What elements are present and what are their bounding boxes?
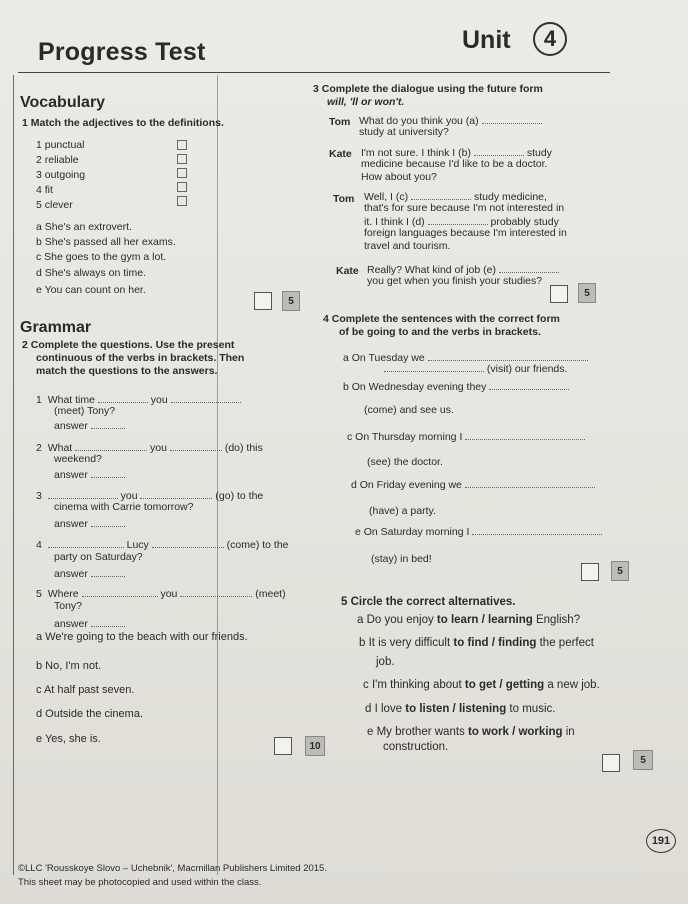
option-pair[interactable]: to listen / listening bbox=[405, 703, 507, 715]
ex5-item-b-cont: job. bbox=[376, 656, 395, 668]
copyright-line: ©LLC 'Rousskoye Slovo – Uchebnik', Macmillan Publishers Limited 2015. bbox=[18, 863, 327, 874]
score-total: 5 bbox=[282, 291, 300, 311]
ex4-item-c-cont: (see) the doctor. bbox=[367, 456, 443, 468]
ex1-item: 1 punctual bbox=[36, 139, 85, 151]
ex1-item: 2 reliable bbox=[36, 154, 79, 166]
ex4-item-d-cont: (have) a party. bbox=[369, 505, 436, 517]
ex4-item-b: b On Wednesday evening they bbox=[343, 379, 569, 394]
dialogue-line: Really? What kind of job (e) bbox=[367, 262, 559, 277]
ex4-item-a: a On Tuesday we bbox=[343, 350, 588, 365]
ex2-answer: d Outside the cinema. bbox=[36, 708, 144, 720]
question-2: 2 What you (do) this bbox=[36, 442, 263, 454]
section-heading-vocabulary: Vocabulary bbox=[20, 94, 106, 111]
ex4-instruction: 4 Complete the sentences with the correct form bbox=[323, 313, 560, 325]
dialogue-line: foreign languages because I'm interested in bbox=[364, 227, 567, 239]
unit-label: Unit bbox=[462, 26, 511, 54]
ex2-answer: b No, I'm not. bbox=[36, 660, 102, 672]
ex4-item-a-cont: (visit) our friends. bbox=[384, 361, 567, 376]
question-4: 4 Lucy (come) to the bbox=[36, 539, 289, 551]
option-pair[interactable]: to learn / learning bbox=[436, 614, 533, 626]
option-pair[interactable]: to get / getting bbox=[464, 679, 545, 691]
ex1-item: 4 fit bbox=[36, 184, 53, 196]
answer-line[interactable]: answer bbox=[54, 418, 125, 433]
ex2-instruction: match the questions to the answers. bbox=[36, 365, 218, 377]
score-total: 5 bbox=[578, 283, 596, 303]
photocopy-note: This sheet may be photocopied and used within the class. bbox=[18, 877, 262, 888]
dialogue-line: you get when you finish your studies? bbox=[367, 275, 543, 287]
dialogue-line: study at university? bbox=[359, 126, 449, 138]
score-total: 10 bbox=[305, 736, 325, 756]
score-box[interactable] bbox=[602, 754, 620, 772]
ex4-item-e-cont: (stay) in bed! bbox=[371, 553, 432, 565]
dialogue-line: What do you think you (a) bbox=[359, 113, 542, 128]
ex4-item-e: e On Saturday morning I bbox=[355, 524, 602, 539]
ex3-instruction: will, 'll or won't. bbox=[327, 96, 405, 108]
answer-checkbox[interactable] bbox=[177, 140, 187, 150]
ex2-answer: a We're going to the beach with our friends. bbox=[36, 631, 248, 643]
section-heading-grammar: Grammar bbox=[20, 319, 92, 336]
score-box[interactable] bbox=[581, 563, 599, 581]
speaker-tom: Tom bbox=[333, 193, 355, 205]
question-2-cont: weekend? bbox=[54, 453, 102, 465]
ex5-item-e: e My brother wants to work / working in bbox=[367, 726, 575, 738]
option-pair[interactable]: to work / working bbox=[467, 726, 563, 738]
ex5-item-c: c I'm thinking about to get / getting a new job. bbox=[363, 679, 600, 691]
ex5-instruction: 5 Circle the correct alternatives. bbox=[341, 596, 516, 608]
ex4-instruction: of be going to and the verbs in brackets. bbox=[339, 326, 541, 338]
score-box[interactable] bbox=[550, 285, 568, 303]
question-5-cont: Tony? bbox=[54, 600, 83, 612]
ex1-definition: d She's always on time. bbox=[36, 267, 146, 279]
header-rule bbox=[18, 72, 610, 73]
unit-number-badge: 4 bbox=[533, 22, 567, 56]
ex2-answer: c At half past seven. bbox=[36, 684, 135, 696]
ex4-item-d: d On Friday evening we bbox=[351, 477, 595, 492]
center-fold-line bbox=[217, 75, 218, 875]
ex5-item-d: d I love to listen / listening to music. bbox=[365, 703, 556, 715]
answer-line[interactable]: answer bbox=[54, 467, 125, 482]
answer-checkbox[interactable] bbox=[177, 196, 187, 206]
dialogue-line: How about you? bbox=[361, 171, 437, 183]
speaker-kate: Kate bbox=[329, 148, 352, 160]
question-5: 5 Where you (meet) bbox=[36, 588, 286, 600]
ex1-definition: e You can count on her. bbox=[36, 284, 146, 296]
dialogue-line: I'm not sure. I think I (b) study bbox=[361, 147, 552, 159]
speaker-tom: Tom bbox=[329, 116, 351, 128]
ex1-definition: a She's an extrovert. bbox=[36, 221, 132, 233]
question-1-cont: (meet) Tony? bbox=[54, 405, 116, 417]
ex2-instruction: continuous of the verbs in brackets. Then bbox=[36, 352, 245, 364]
dialogue-line: travel and tourism. bbox=[364, 240, 451, 252]
dialogue-line: it. I think I (d) probably study bbox=[364, 216, 559, 228]
dialogue-line: that's for sure because I'm not interested in bbox=[364, 202, 565, 214]
dialogue-line: medicine because I'd like to be a doctor. bbox=[361, 158, 548, 170]
ex5-item-e-cont: construction. bbox=[383, 741, 449, 753]
answer-checkbox[interactable] bbox=[177, 168, 187, 178]
answer-checkbox[interactable] bbox=[177, 154, 187, 164]
ex4-item-b-cont: (come) and see us. bbox=[364, 404, 454, 416]
ex4-item-c: c On Thursday morning I bbox=[347, 429, 585, 444]
question-3-cont: cinema with Carrie tomorrow? bbox=[54, 501, 194, 513]
score-total: 5 bbox=[611, 561, 629, 581]
score-total: 5 bbox=[633, 750, 653, 770]
answer-line[interactable]: answer bbox=[54, 566, 125, 581]
page-title: Progress Test bbox=[38, 38, 206, 66]
answer-line[interactable]: answer bbox=[54, 616, 125, 631]
ex5-item-b: b It is very difficult to find / finding the perfect bbox=[359, 637, 594, 649]
option-pair[interactable]: to find / finding bbox=[453, 637, 537, 649]
ex2-instruction: 2 Complete the questions. Use the present bbox=[22, 339, 235, 351]
ex1-item: 5 clever bbox=[36, 199, 73, 211]
question-3: 3 you (go) to the bbox=[36, 490, 264, 502]
ex1-definition: c She goes to the gym a lot. bbox=[36, 251, 167, 263]
ex2-answer: e Yes, she is. bbox=[36, 733, 101, 745]
ex5-item-a: a Do you enjoy to learn / learning English? bbox=[357, 614, 581, 626]
speaker-kate: Kate bbox=[336, 265, 359, 277]
page-number: 191 bbox=[646, 829, 676, 853]
answer-checkbox[interactable] bbox=[177, 182, 187, 192]
ex1-definition: b She's passed all her exams. bbox=[36, 236, 176, 248]
answer-line[interactable]: answer bbox=[54, 516, 125, 531]
margin-line-left bbox=[13, 75, 14, 875]
score-box[interactable] bbox=[274, 737, 292, 755]
ex3-instruction: 3 Complete the dialogue using the future form bbox=[313, 83, 543, 95]
score-box[interactable] bbox=[254, 292, 272, 310]
question-4-cont: party on Saturday? bbox=[54, 551, 143, 563]
question-1: 1 What time you bbox=[36, 392, 241, 407]
ex1-instruction: 1 Match the adjectives to the definitions. bbox=[22, 117, 224, 129]
dialogue-line: Well, I (c) study medicine, bbox=[364, 191, 547, 203]
ex1-item: 3 outgoing bbox=[36, 169, 86, 181]
